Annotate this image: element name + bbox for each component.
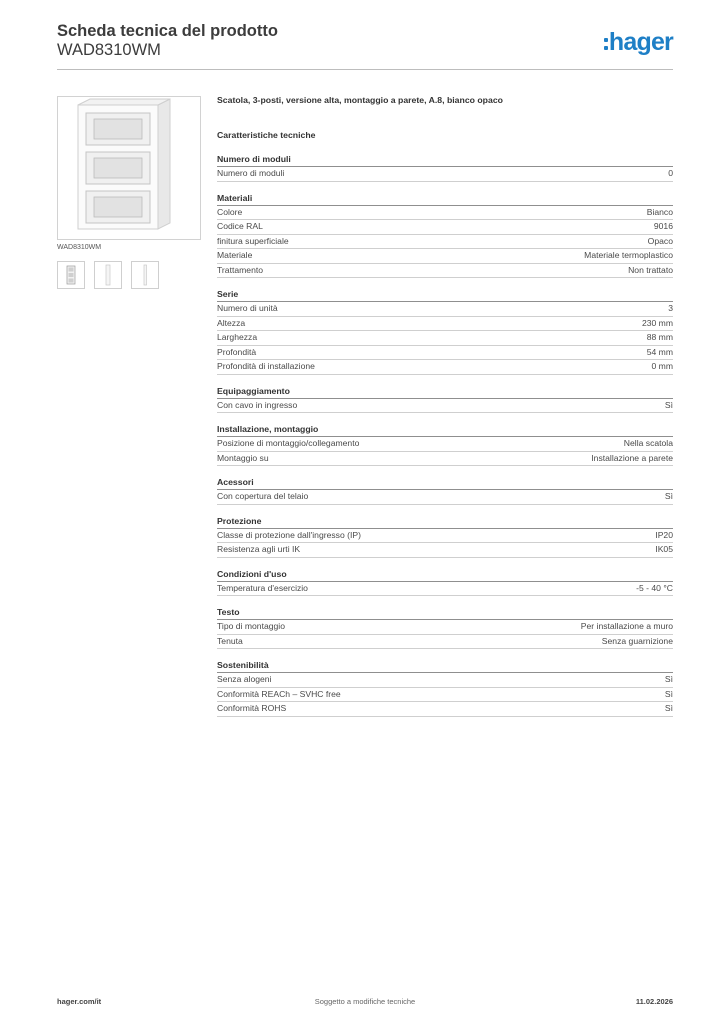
spec-value: Sì [664, 703, 673, 713]
spec-section [217, 192, 673, 279]
section-title: Condizioni d'uso [217, 568, 673, 582]
page-title: Scheda tecnica del prodotto [57, 22, 278, 40]
section-title: Protezione [217, 515, 673, 529]
spec-row [217, 399, 673, 414]
spec-value: Installazione a parete [591, 452, 673, 463]
spec-label: Profondità [217, 346, 257, 357]
spec-label: Posizione di montaggio/collegamento [217, 438, 360, 448]
spec-row [217, 167, 673, 182]
three-gang-wall-box-image[interactable] [57, 96, 201, 240]
spec-row [217, 249, 673, 264]
spec-row [217, 264, 673, 279]
spec-label: Resistenza agli urti IK [217, 544, 301, 554]
footer-note: Soggetto a modifiche tecniche [314, 997, 416, 1006]
spec-label: Numero di moduli [217, 168, 285, 178]
spec-value: IK05 [655, 544, 673, 554]
side-view-thumbnail[interactable] [94, 261, 122, 289]
spec-row [217, 235, 673, 250]
spec-label: finitura superficiale [217, 235, 289, 246]
section-title: Serie [217, 288, 673, 302]
spec-label: Montaggio su [217, 452, 269, 463]
spec-row [217, 317, 673, 332]
spec-value: Per installazione a muro [580, 621, 673, 631]
spec-value: Non trattato [628, 264, 673, 275]
spec-value: Opaco [647, 235, 673, 246]
spec-value: Sì [664, 688, 673, 699]
spec-section [217, 423, 673, 466]
spec-value: 3 [668, 303, 673, 313]
spec-row [217, 688, 673, 703]
section-title: Installazione, montaggio [217, 423, 673, 437]
spec-row [217, 529, 673, 544]
spec-value: Sì [664, 491, 673, 501]
spec-section [217, 606, 673, 649]
spec-value: Sì [664, 399, 673, 410]
product-description: Scatola, 3-posti, versione alta, montaggio a parete, A.8, bianco opaco [217, 95, 503, 105]
spec-value: Sì [664, 674, 673, 684]
spec-label: Classe di protezione dall'ingresso (IP) [217, 529, 361, 540]
spec-row [217, 452, 673, 467]
section-title: Materiali [217, 192, 673, 206]
spec-value: -5 - 40 °C [636, 582, 673, 593]
spec-row [217, 673, 673, 688]
spec-label: Con cavo in ingresso [217, 399, 298, 410]
section-title: Testo [217, 606, 673, 620]
spec-label: Temperatura d'esercizio [217, 582, 308, 593]
spec-value: Materiale termoplastico [584, 250, 673, 260]
hager-logo[interactable] [604, 29, 673, 55]
spec-row [217, 490, 673, 505]
spec-label: Tenuta [217, 635, 243, 646]
spec-section [217, 568, 673, 597]
specs-heading: Caratteristiche tecniche [217, 130, 316, 140]
section-title: Sostenibilità [217, 659, 673, 673]
section-title: Equipaggiamento [217, 385, 673, 399]
spec-label: Tipo di montaggio [217, 621, 285, 631]
spec-row [217, 220, 673, 235]
footer-website-link[interactable]: hager.com/it [57, 997, 102, 1006]
spec-row [217, 206, 673, 221]
spec-row [217, 331, 673, 346]
profile-view-thumbnail[interactable] [131, 261, 159, 289]
thumbnail-strip [57, 261, 159, 289]
spec-section [217, 476, 673, 505]
spec-section [217, 153, 673, 182]
spec-row [217, 346, 673, 361]
spec-value: 0 mm [651, 361, 673, 371]
spec-value: 54 mm [646, 346, 673, 357]
spec-label: Profondità di installazione [217, 361, 315, 371]
spec-label: Materiale [217, 250, 253, 260]
spec-value: 0 [668, 168, 673, 178]
spec-label: Numero di unità [217, 303, 278, 313]
spec-label: Senza alogeni [217, 674, 272, 684]
spec-label: Con copertura del telaio [217, 491, 309, 501]
spec-label: Larghezza [217, 332, 258, 342]
logo-text: hager [608, 28, 673, 56]
spec-row [217, 543, 673, 558]
spec-row [217, 437, 673, 452]
section-title: Acessori [217, 476, 673, 490]
product-code: WAD8310WM [57, 41, 161, 59]
spec-label: Conformità ROHS [217, 703, 287, 713]
footer-date: 11.02.2026 [635, 997, 673, 1006]
spec-section [217, 515, 673, 558]
spec-label: Trattamento [217, 264, 264, 275]
logo-dots-icon [604, 38, 608, 50]
spec-value: Nella scatola [623, 438, 673, 448]
spec-value: Senza guarnizione [601, 635, 673, 646]
spec-value: 88 mm [646, 332, 673, 342]
spec-section [217, 659, 673, 717]
spec-value: IP20 [655, 529, 673, 540]
spec-section [217, 288, 673, 375]
page-header [57, 21, 673, 70]
spec-label: Colore [217, 206, 243, 217]
spec-value: 230 mm [641, 317, 673, 328]
spec-sections [217, 153, 673, 717]
spec-row [217, 302, 673, 317]
spec-row [217, 635, 673, 650]
product-specs [217, 93, 673, 717]
spec-label: Altezza [217, 317, 246, 328]
spec-label: Codice RAL [217, 221, 263, 231]
front-view-thumbnail[interactable] [57, 261, 85, 289]
section-title: Numero di moduli [217, 153, 673, 167]
spec-row [217, 620, 673, 635]
spec-section [217, 385, 673, 414]
spec-value: Bianco [646, 206, 673, 217]
spec-value: 9016 [653, 221, 673, 231]
image-caption: WAD8310WM [57, 244, 102, 251]
spec-row [217, 360, 673, 375]
spec-row [217, 702, 673, 717]
spec-label: Conformità REACh – SVHC free [217, 688, 341, 699]
spec-row [217, 582, 673, 597]
